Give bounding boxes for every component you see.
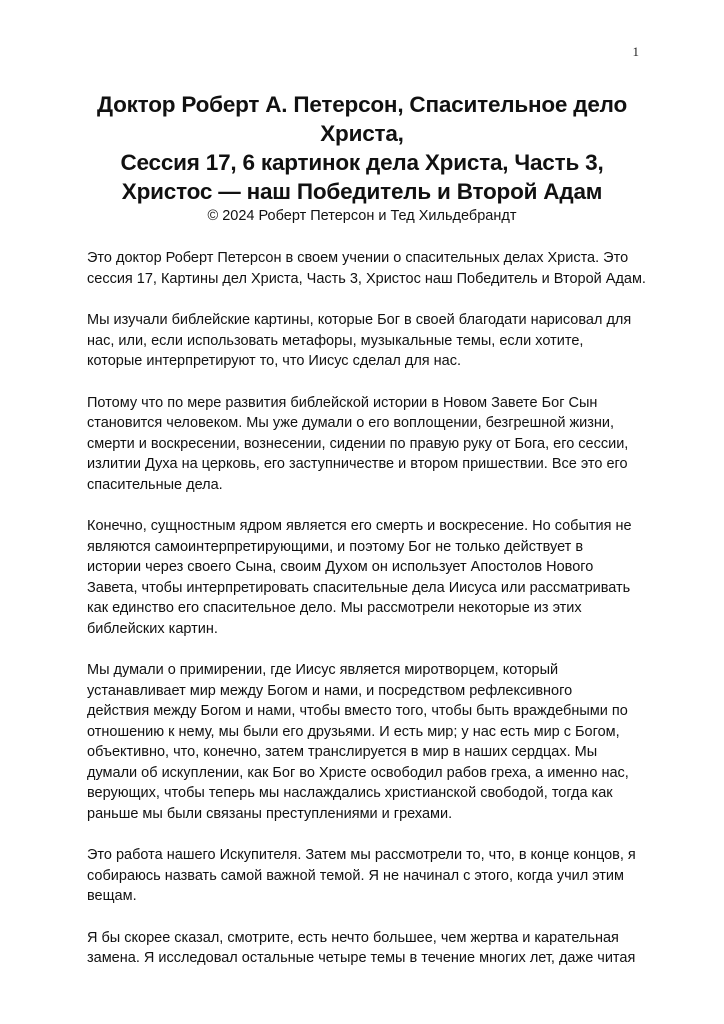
text-line: объективно, что, конечно, затем транслируется в мир в наших сердцах. Мы [87, 744, 598, 760]
text-line: раньше мы были связаны преступлениями и грехами. [87, 805, 453, 822]
text-line: излитии Духа на церковь, его заступничестве и втором пришествии. Все это его [87, 456, 628, 472]
text-line: верующих, чтобы теперь мы наслаждались христианской свободой, тогда как [87, 785, 613, 801]
title-line: Сессия 17, 6 картинок дела Христа, Часть 3, [120, 150, 604, 175]
document-header [60, 90, 664, 225]
text-line: Я бы скорее сказал, смотрите, есть нечто большее, чем жертва и карательная [87, 929, 619, 946]
text-line: библейских картин. [87, 620, 218, 637]
text-line: истории через своего Сына, своим Духом он использует Апостолов Нового [87, 559, 594, 575]
text-line: нас, или, если использовать метафоры, музыкальные темы, если хотите, [87, 332, 584, 349]
text-line: являются самоинтерпретирующими, и поэтому Бог не только действует в [87, 538, 584, 555]
text-line: думали об искуплении, как Бог во Христе освободил рабов греха, а именно нас, [87, 764, 629, 781]
title-line: Доктор Роберт А. Петерсон, Спасительное дело [96, 92, 628, 117]
paragraph [87, 845, 647, 907]
text-line: спасительные дела. [87, 476, 223, 493]
paragraph [87, 660, 647, 824]
title-line: Христа, [320, 121, 404, 146]
text-line: сессия 17, Картины дел Христа, Часть 3, Христос наш Победитель и Второй Адам. [87, 270, 646, 287]
text-line: вещам. [87, 888, 137, 904]
text-line: замена. Я исследовал остальные четыре темы в течение многих лет, даже читая [87, 950, 636, 966]
page-number: 1 [632, 44, 639, 59]
text-line: устанавливает мир между Богом и нами, и посредством рефлексивного [87, 682, 573, 699]
text-line: смерти и воскресении, вознесении, сидении по правую руку от Бога, его сессии, [87, 435, 629, 452]
text-line: Завета, чтобы интерпретировать спасительные дела Иисуса или рассматривать [87, 579, 631, 596]
paragraph [87, 393, 647, 496]
text-line: Мы думали о примирении, где Иисус является миротворцем, который [87, 662, 559, 678]
text-line: Конечно, сущностным ядром является его смерть и воскресение. Но события не [87, 518, 632, 534]
text-line: отношению к нему, мы были его друзьями. И есть мир; у нас есть мир с Богом, [87, 723, 620, 740]
text-line: Мы изучали библейские картины, которые Бог в своей благодати нарисовал для [87, 312, 632, 328]
paragraph [87, 310, 647, 372]
paragraph [87, 516, 647, 639]
text-line: как единство его спасительное дело. Мы рассмотрели некоторые из этих [87, 600, 582, 616]
paragraph [87, 248, 647, 289]
title-line: Христос — наш Победитель и Второй Адам [121, 179, 603, 204]
text-line: Это работа нашего Искупителя. Затем мы рассмотрели то, что, в конце концов, я [87, 847, 636, 863]
text-line: Это доктор Роберт Петерсон в своем учении о спасительных делах Христа. Это [87, 250, 629, 266]
paragraph [87, 928, 647, 969]
text-line: собираюсь назвать самой важной темой. Я не начинал с этого, когда учил этим [87, 867, 625, 884]
text-line: которые интерпретируют то, что Иисус сделал для нас. [87, 353, 462, 369]
copyright-notice: © 2024 Роберт Петерсон и Тед Хильдебрандт [207, 208, 517, 224]
document-body [87, 248, 647, 990]
text-line: Потому что по мере развития библейской истории в Новом Завете Бог Сын [87, 394, 598, 411]
text-line: действия между Богом и нами, чтобы вместо того, чтобы быть враждебными по [87, 703, 628, 719]
text-line: становится человеком. Мы уже думали о его воплощении, безгрешной жизни, [87, 415, 615, 431]
